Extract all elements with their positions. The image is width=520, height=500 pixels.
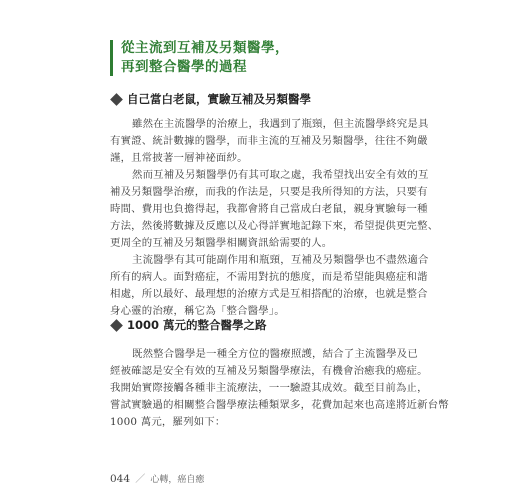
body-line: 所有的病人。面對癌症，不需用對抗的態度，而是希望能與癌症和諧: [110, 271, 428, 283]
section-heading-2: [110, 317, 267, 333]
body-line: 相處，所以最好、最理想的治療方式是互相搭配的治療，也就是整合: [110, 288, 428, 300]
body-line: 經被確認是安全有效的互補及另類醫學療法，有機會治癒我的癌症。: [110, 365, 428, 377]
body-line: 既然整合醫學是一種全方位的醫療照護，結合了主流醫學及已: [132, 348, 418, 360]
body-line: 1000 萬元，羅列如下：: [110, 416, 226, 428]
body-line: 有實證、統計數據的醫學，而非主流的互補及另類醫學，往往不夠嚴: [110, 135, 428, 147]
diamond-bullet-icon: [110, 319, 123, 332]
body-line: 方法，然後將數據及反應以及心得詳實地記錄下來，希望提供更完整、: [110, 220, 439, 232]
body-line: 我開始實際接觸各種非主流療法，一一驗證其成效。截至目前為止，: [110, 382, 428, 394]
body-line: 雖然在主流醫學的治療上，我遇到了瓶頸，但主流醫學終究是具: [132, 118, 429, 130]
body-line: 然而互補及另類醫學仍有其可取之處，我希望找出安全有效的互: [132, 169, 429, 181]
section-heading-text: 1000 萬元的整合醫學之路: [127, 318, 267, 332]
page-footer: [110, 470, 204, 485]
chapter-title: [110, 38, 430, 78]
body-line: 身心靈的治療，稱它為「整合醫學」。: [110, 305, 285, 317]
body-line: 補及另類醫學治療，而我的作法是，只要是我所得知的方法，只要有: [110, 186, 428, 198]
section-heading-text: 自己當白老鼠，實驗互補及另類醫學: [127, 92, 311, 106]
title-line-2: 再到整合醫學的過程: [121, 59, 247, 75]
diamond-bullet-icon: [110, 93, 123, 106]
body-line: 更周全的互補及另類醫學相關資訊給需要的人。: [110, 237, 333, 249]
title-accent-bar: [110, 40, 113, 76]
body-line: 嘗試實驗過的相關整合醫學療法種類眾多，花費加起來也高達將近新台幣: [110, 399, 449, 411]
body-line: 主流醫學有其可能副作用和瓶頸，互補及另類醫學也不盡然適合: [132, 254, 429, 266]
book-title: 心轉，癌自癒: [150, 475, 205, 485]
body-line: 時間、費用也負擔得起，我都會將自己當成白老鼠，親身實驗每一種: [110, 203, 428, 215]
body-line: 謹，且常披著一層神祕面紗。: [110, 152, 248, 164]
title-line-1: 從主流到互補及另類醫學，: [121, 40, 289, 56]
footer-separator: ／: [135, 474, 146, 485]
page-number: 044: [110, 473, 131, 485]
section-heading-1: [110, 91, 311, 107]
